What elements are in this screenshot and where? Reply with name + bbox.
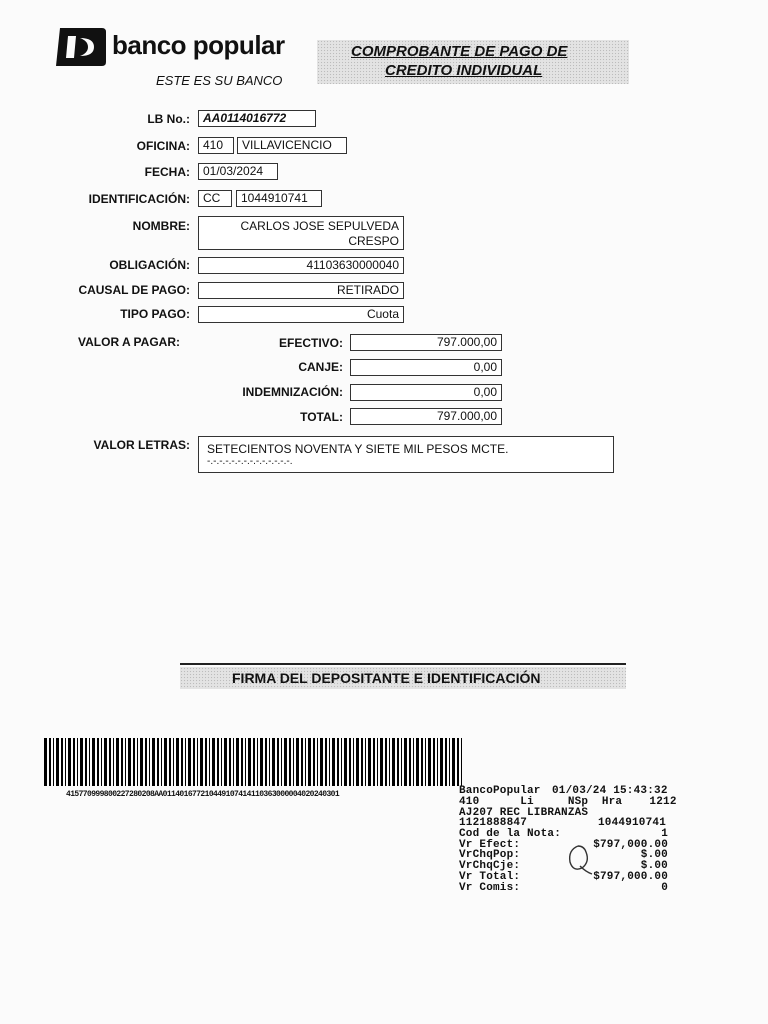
barcode-bar <box>73 738 75 786</box>
barcode-bar <box>236 738 239 786</box>
receipt-line3: AJ207 REC LIBRANZAS <box>459 807 589 819</box>
barcode-bar <box>401 738 402 786</box>
barcode-bar <box>85 738 87 786</box>
fecha-label: FECHA: <box>144 165 190 179</box>
receipt-row-label: Vr Efect: <box>459 839 521 851</box>
barcode-digits: 415770999800227280208AA01140167721044910741411036300000402024030​1 <box>66 790 340 799</box>
barcode-bar <box>68 738 71 786</box>
barcode-bar <box>104 738 107 786</box>
efectivo-value: 797.000,00 <box>350 334 502 351</box>
obligacion-value: 41103630000040 <box>198 257 404 274</box>
valor-letras-value <box>198 436 614 473</box>
barcode-bar <box>89 738 90 786</box>
barcode-bar <box>80 738 83 786</box>
barcode-bar <box>320 738 323 786</box>
receipt-bank: BancoPopular <box>459 785 541 797</box>
barcode-bar <box>368 738 371 786</box>
barcode-bar <box>380 738 383 786</box>
barcode-bar <box>65 738 66 786</box>
nombre-value <box>198 216 404 250</box>
brand-slogan: ESTE ES SU BANCO <box>156 73 283 88</box>
barcode-bar <box>428 738 431 786</box>
barcode-bar <box>125 738 126 786</box>
document-title-line2: CREDITO INDIVIDUAL <box>385 62 543 79</box>
barcode-bar <box>209 738 210 786</box>
causal-label: CAUSAL DE PAGO: <box>78 283 190 297</box>
handwritten-initial-mark <box>564 842 596 876</box>
nombre-line2: CRESPO <box>348 234 399 248</box>
barcode-bar <box>205 738 207 786</box>
barcode-bar <box>305 738 306 786</box>
valor-letras-label: VALOR LETRAS: <box>93 438 190 452</box>
barcode-bar <box>229 738 231 786</box>
barcode-bar <box>217 738 219 786</box>
barcode-bar <box>272 738 275 786</box>
barcode-bar <box>361 738 363 786</box>
lb-no-value: AA0114016772 <box>198 110 316 127</box>
canje-value: 0,00 <box>350 359 502 376</box>
barcode-bar <box>344 738 347 786</box>
document-title-banner <box>317 40 629 84</box>
total-label: TOTAL: <box>300 410 343 424</box>
receipt-row-value: $.00 <box>640 849 668 861</box>
barcode-bar <box>269 738 270 786</box>
barcode-bar <box>224 738 227 786</box>
tipo-pago-label: TIPO PAGO: <box>120 307 190 321</box>
receipt-row-label: Cod de la Nota: <box>459 828 562 840</box>
barcode-bar <box>101 738 102 786</box>
signature-banner <box>180 667 626 689</box>
receipt-row-label: VrChqCje: <box>459 860 521 872</box>
barcode-bar <box>152 738 155 786</box>
receipt-id: 1044910741 <box>598 817 667 829</box>
receipt-row-value: $797,000.00 <box>593 839 668 851</box>
signature-label: FIRMA DEL DEPOSITANTE E IDENTIFICACIÓN <box>232 670 541 686</box>
barcode-bar <box>121 738 123 786</box>
causal-value: RETIRADO <box>198 282 404 299</box>
valor-a-pagar-label: VALOR A PAGAR: <box>78 335 180 349</box>
identificacion-type: CC <box>198 190 232 207</box>
barcode-bar <box>157 738 159 786</box>
barcode-bar <box>145 738 147 786</box>
barcode-bar <box>440 738 443 786</box>
barcode-bar <box>233 738 234 786</box>
identificacion-number: 1044910741 <box>236 190 322 207</box>
barcode-bar <box>161 738 162 786</box>
barcode-bar <box>308 738 311 786</box>
barcode-bar <box>404 738 407 786</box>
oficina-label: OFICINA: <box>136 139 190 153</box>
barcode-bar <box>293 738 294 786</box>
barcode-bar <box>353 738 354 786</box>
barcode-bar <box>265 738 267 786</box>
fecha-value: 01/03/2024 <box>198 163 278 180</box>
brand-name: banco popular <box>112 30 285 60</box>
barcode-bar <box>212 738 215 786</box>
nombre-label: NOMBRE: <box>132 219 190 233</box>
barcode-bar <box>409 738 411 786</box>
barcode-bar <box>356 738 359 786</box>
barcode-bar <box>452 738 455 786</box>
receipt-row-value: 0 <box>661 882 668 894</box>
oficina-name: VILLAVICENCIO <box>237 137 347 154</box>
receipt-row-value: $.00 <box>640 860 668 872</box>
receipt-row-label: VrChqPop: <box>459 849 521 861</box>
oficina-code: 410 <box>198 137 234 154</box>
barcode-bar <box>277 738 279 786</box>
barcode-bar <box>77 738 78 786</box>
barcode-bar <box>164 738 167 786</box>
barcode-bar <box>284 738 287 786</box>
valor-letras-filler: -.-.-.-.-.-.-.-.-.-.-.-.-.-. <box>207 456 293 467</box>
indemnizacion-value: 0,00 <box>350 384 502 401</box>
indemnizacion-label: INDEMNIZACIÓN: <box>242 385 343 399</box>
barcode-bar <box>461 738 462 786</box>
barcode-bar <box>113 738 114 786</box>
barcode-bar <box>53 738 54 786</box>
barcode-bar <box>397 738 399 786</box>
barcode-bar <box>289 738 291 786</box>
barcode-bar <box>413 738 414 786</box>
barcode-bar <box>425 738 426 786</box>
barcode-bar <box>445 738 447 786</box>
barcode-bar <box>389 738 390 786</box>
barcode-bar <box>241 738 243 786</box>
barcode-bar <box>193 738 195 786</box>
barcode-bar <box>197 738 198 786</box>
bank-logo <box>54 26 108 68</box>
barcode-bar <box>185 738 186 786</box>
nombre-line1: CARLOS JOSE SEPULVEDA <box>240 219 399 233</box>
barcode-bar <box>296 738 299 786</box>
receipt-row-label: Vr Comis: <box>459 882 521 894</box>
barcode-bar <box>169 738 171 786</box>
lb-no-label: LB No.: <box>147 112 190 126</box>
barcode-bar <box>133 738 135 786</box>
barcode-bar <box>313 738 315 786</box>
receipt-row-value: 1 <box>661 828 668 840</box>
receipt-ref: 1121888847 <box>459 817 528 829</box>
barcode-bar <box>61 738 63 786</box>
receipt-line2: 410 Li NSp Hra 1212 <box>459 796 677 808</box>
barcode-bar <box>433 738 435 786</box>
barcode-bar <box>437 738 438 786</box>
barcode-bar <box>416 738 419 786</box>
barcode-bar <box>149 738 150 786</box>
barcode-bar <box>325 738 327 786</box>
tipo-pago-value: Cuota <box>198 306 404 323</box>
barcode-bar <box>56 738 59 786</box>
identificacion-label: IDENTIFICACIÓN: <box>88 192 190 206</box>
barcode-bar <box>332 738 335 786</box>
barcode-bar <box>337 738 339 786</box>
barcode-bar <box>128 738 131 786</box>
barcode-bar <box>260 738 263 786</box>
barcode-bar <box>188 738 191 786</box>
receipt-row-value: $797,000.00 <box>593 871 668 883</box>
receipt-row-label: Vr Total: <box>459 871 521 883</box>
barcode-bar <box>92 738 95 786</box>
barcode-bar <box>421 738 423 786</box>
bank-logo-icon <box>54 26 108 68</box>
barcode-bar <box>116 738 119 786</box>
barcode-bar <box>341 738 342 786</box>
barcode-bar <box>137 738 138 786</box>
barcode-bar <box>281 738 282 786</box>
document-title-line1: COMPROBANTE DE PAGO DE <box>351 43 568 60</box>
obligacion-label: OBLIGACIÓN: <box>109 258 190 272</box>
receipt-datetime: 01/03/24 15:43:32 <box>552 785 668 797</box>
barcode-bar <box>392 738 395 786</box>
barcode-bar <box>221 738 222 786</box>
barcode-bar <box>176 738 179 786</box>
barcode-bar <box>181 738 183 786</box>
valor-letras-text: SETECIENTOS NOVENTA Y SIETE MIL PESOS MCTE. <box>207 442 509 456</box>
barcode-bar <box>449 738 450 786</box>
barcode-bar <box>377 738 378 786</box>
barcode-bar <box>385 738 387 786</box>
efectivo-label: EFECTIVO: <box>278 336 343 350</box>
barcode-bar <box>97 738 99 786</box>
barcode-bar <box>253 738 255 786</box>
barcode-bar <box>349 738 351 786</box>
barcode-bar <box>173 738 174 786</box>
barcode-bar <box>301 738 303 786</box>
barcode-bar <box>49 738 51 786</box>
barcode <box>44 738 466 788</box>
barcode-bar <box>257 738 258 786</box>
total-value: 797.000,00 <box>350 408 502 425</box>
barcode-bar <box>248 738 251 786</box>
barcode-bar <box>317 738 318 786</box>
canje-label: CANJE: <box>298 360 343 374</box>
barcode-bar <box>109 738 111 786</box>
barcode-bar <box>200 738 203 786</box>
barcode-bar <box>457 738 459 786</box>
barcode-bar <box>245 738 246 786</box>
barcode-bar <box>44 738 47 786</box>
barcode-bar <box>365 738 366 786</box>
barcode-bar <box>373 738 375 786</box>
barcode-bar <box>140 738 143 786</box>
barcode-bar <box>329 738 330 786</box>
signature-line <box>180 663 626 665</box>
